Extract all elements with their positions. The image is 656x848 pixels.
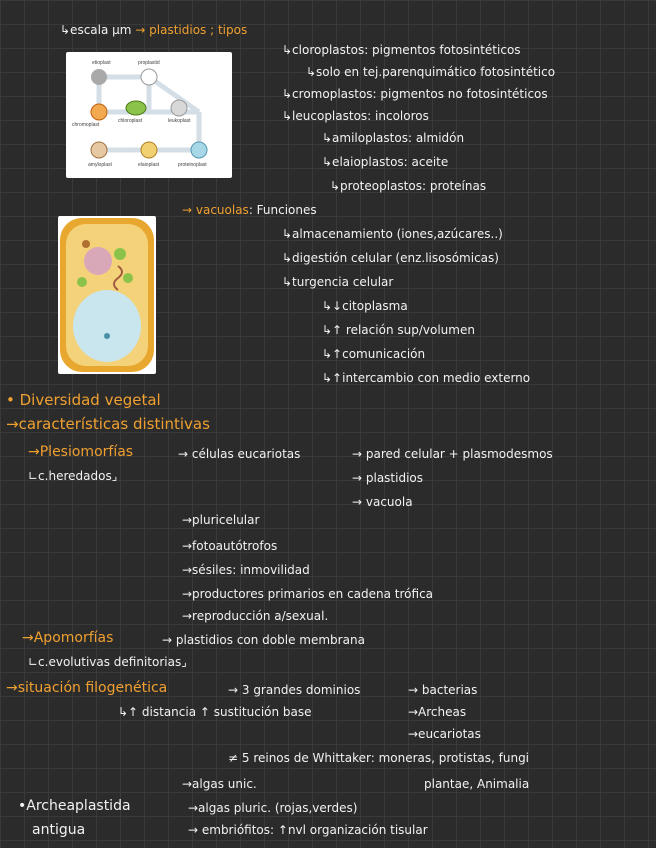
note-distancia: ↳↑ distancia ↑ sustitución base xyxy=(118,705,312,719)
note-plesiomorfias: →Plesiomorfías xyxy=(28,444,134,460)
note-reinos-whittaker: ≠ 5 reinos de Whittaker: moneras, protistas, fungi xyxy=(228,751,530,765)
plant-cell-image xyxy=(58,216,156,374)
label-leukoplast: leukoplast xyxy=(168,118,191,124)
note-pared-celular: → pared celular + plasmodesmos xyxy=(352,447,553,461)
note-elaioplastos: ↳elaioplastos: aceite xyxy=(322,155,449,169)
elaioplast-icon xyxy=(141,142,157,158)
note-archeaplastida: •Archeaplastida xyxy=(18,798,131,814)
plastid-diagram xyxy=(66,52,232,178)
note-plantae-animalia: plantae, Animalia xyxy=(424,777,530,791)
note-plastidios: → plastidios xyxy=(352,471,424,485)
amyloplast-icon xyxy=(91,142,107,158)
heading-caracteristicas: →características distintivas xyxy=(6,415,210,433)
leukoplast-icon xyxy=(171,100,187,116)
note-escala: ↳escala μm → plastidios ; tipos xyxy=(60,23,248,37)
note-embriofitos: → embriófitos: ↑nvl organización tisular xyxy=(188,823,428,837)
proteinoplast-icon xyxy=(191,142,207,158)
note-c-evolutivas: ∟c.evolutivas definitorias⌟ xyxy=(28,655,187,669)
note-c-heredados: ∟c.heredados⌟ xyxy=(28,469,118,483)
note-pluricelular: →pluricelular xyxy=(182,513,260,527)
note-reproduccion: →reproducción a/sexual. xyxy=(182,609,329,623)
note-citoplasma: ↳↓citoplasma xyxy=(322,299,408,313)
note-solo-parenquima: ↳solo en tej.parenquimático fotosintético xyxy=(306,65,556,79)
note-doble-membrana: → plastidios con doble membrana xyxy=(162,633,365,647)
note-antigua: antigua xyxy=(32,822,86,838)
note-grandes-dominios: → 3 grandes dominios xyxy=(228,683,361,697)
etioplast-icon xyxy=(91,69,107,85)
note-proteoplastos: ↳proteoplastos: proteínas xyxy=(330,179,487,193)
plastid-diagram-graphic xyxy=(66,52,232,178)
proplastid-icon xyxy=(141,69,157,85)
note-cromoplastos: ↳cromoplastos: pigmentos no fotosintéticos xyxy=(282,87,548,101)
label-chloroplast: chloroplast xyxy=(118,118,143,124)
note-vacuolas: → vacuolas: Funciones xyxy=(182,203,317,217)
note-algas-unic: →algas unic. xyxy=(182,777,257,791)
note-cloroplastos: ↳cloroplastos: pigmentos fotosintéticos xyxy=(282,43,521,57)
note-productores: →productores primarios en cadena trófica xyxy=(182,587,434,601)
chloroplast-icon xyxy=(126,101,146,115)
note-leucoplastos: ↳leucoplastos: incoloros xyxy=(282,109,429,123)
note-sesiles: →sésiles: inmovilidad xyxy=(182,563,310,577)
label-etioplast: etioplast xyxy=(92,60,111,66)
label-chromoplast: chromoplast xyxy=(72,122,100,128)
label-proteinoplast: proteinoplast xyxy=(178,162,207,168)
label-amyloplast: amyloplast xyxy=(88,162,112,168)
note-almacenamiento: ↳almacenamiento (iones,azúcares..) xyxy=(282,227,503,241)
chromoplast-icon xyxy=(91,104,107,120)
note-digestion: ↳digestión celular (enz.lisosómicas) xyxy=(282,251,499,265)
note-bacterias: → bacterias xyxy=(408,683,478,697)
note-archeas: →Archeas xyxy=(408,705,467,719)
note-fotoautotrofos: →fotoautótrofos xyxy=(182,539,278,553)
note-apomorfias: →Apomorfías xyxy=(22,630,114,646)
note-algas-pluric: →algas pluric. (rojas,verdes) xyxy=(188,801,358,815)
note-turgencia: ↳turgencia celular xyxy=(282,275,394,289)
label-proplastid: proplastid xyxy=(138,60,160,66)
note-vacuola: → vacuola xyxy=(352,495,413,509)
note-comunicacion: ↳↑comunicación xyxy=(322,347,426,361)
note-eucariotas: →eucariotas xyxy=(408,727,481,741)
note-amiloplastos: ↳amiloplastos: almidón xyxy=(322,131,465,145)
plant-cell-graphic xyxy=(58,216,156,374)
note-celulas-eucariotas: → células eucariotas xyxy=(178,447,301,461)
note-relacion: ↳↑ relación sup/volumen xyxy=(322,323,475,337)
heading-diversidad: • Diversidad vegetal xyxy=(6,391,161,409)
label-elaioplast: elaioplast xyxy=(138,162,160,168)
note-intercambio: ↳↑intercambio con medio externo xyxy=(322,371,531,385)
note-situacion-filogenetica: →situación filogenética xyxy=(6,680,168,696)
